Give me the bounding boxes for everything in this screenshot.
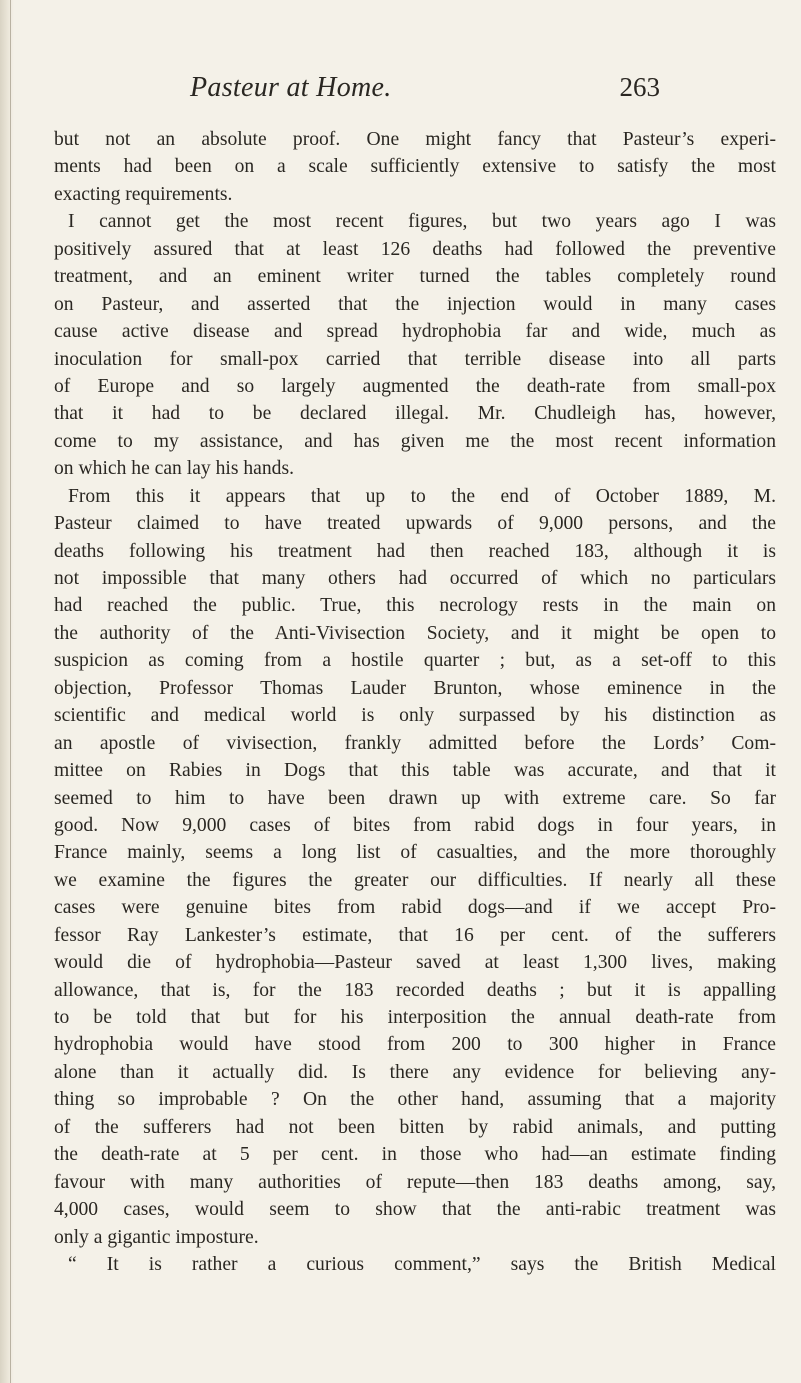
text-line: good. Now 9,000 cases of bites from rabid dogs in four years, in bbox=[54, 814, 776, 836]
binding-edge bbox=[0, 0, 14, 1383]
page-header bbox=[190, 72, 660, 120]
text-line: hydrophobia would have stood from 200 to 300 higher in France bbox=[54, 1034, 776, 1056]
text-line: inoculation for small-pox carried that terrible disease into all parts bbox=[54, 348, 776, 370]
text-line: Pasteur claimed to have treated upwards of 9,000 persons, and the bbox=[54, 513, 776, 535]
text-line: I cannot get the most recent figures, but two years ago I was bbox=[68, 211, 776, 233]
text-line: treatment, and an eminent writer turned the tables completely round bbox=[54, 266, 776, 288]
running-title: Pasteur at Home. bbox=[190, 72, 392, 103]
text-line: an apostle of vivisection, frankly admitted before the Lords’ Com- bbox=[54, 732, 776, 754]
text-line: fessor Ray Lankester’s estimate, that 16 per cent. of the sufferers bbox=[54, 924, 776, 946]
text-line: only a gigantic imposture. bbox=[54, 1226, 259, 1248]
page-number: 263 bbox=[619, 72, 660, 102]
text-line: on which he can lay his hands. bbox=[54, 458, 294, 480]
text-line: mittee on Rabies in Dogs that this table was accurate, and that it bbox=[54, 760, 776, 782]
text-line: the authority of the Anti-Vivisection Society, and it might be open to bbox=[54, 622, 776, 644]
text-line: cause active disease and spread hydrophobia far and wide, much as bbox=[54, 321, 776, 343]
binding-shadow-line bbox=[10, 0, 11, 1383]
text-line: thing so improbable ? On the other hand, assuming that a majority bbox=[54, 1089, 776, 1111]
text-line: exacting requirements. bbox=[54, 183, 233, 205]
text-line: From this it appears that up to the end of October 1889, M. bbox=[68, 485, 776, 507]
text-line: objection, Professor Thomas Lauder Brunton, whose eminence in the bbox=[54, 677, 776, 699]
text-line: allowance, that is, for the 183 recorded deaths ; but it is appalling bbox=[54, 979, 776, 1001]
text-line: we examine the figures the greater our difficulties. If nearly all these bbox=[54, 869, 776, 891]
text-line: deaths following his treatment had then reached 183, although it is bbox=[54, 540, 776, 562]
text-line: but not an absolute proof. One might fancy that Pasteur’s experi- bbox=[54, 129, 776, 150]
body-text bbox=[54, 126, 776, 1278]
text-line: to be told that but for his interposition the annual death-rate from bbox=[54, 1007, 776, 1028]
text-line: ments had been on a scale sufficiently extensive to satisfy the most bbox=[54, 156, 776, 178]
text-line: 4,000 cases, would seem to show that the anti-rabic treatment was bbox=[54, 1199, 776, 1221]
text-line: of the sufferers had not been bitten by rabid animals, and putting bbox=[54, 1116, 776, 1138]
text-line: seemed to him to have been drawn up with extreme care. So far bbox=[54, 787, 776, 809]
text-line: on Pasteur, and asserted that the injection would in many cases bbox=[54, 293, 776, 315]
text-line: the death-rate at 5 per cent. in those who had—an estimate finding bbox=[54, 1144, 776, 1166]
text-line: “ It is rather a curious comment,” says the British Medical bbox=[68, 1253, 776, 1275]
text-line: positively assured that at least 126 deaths had followed the preventive bbox=[54, 238, 776, 260]
text-line: cases were genuine bites from rabid dogs—and if we accept Pro- bbox=[54, 897, 776, 919]
text-line: that it had to be declared illegal. Mr. Chudleigh has, however, bbox=[54, 403, 776, 425]
text-line: had reached the public. True, this necrology rests in the main on bbox=[54, 595, 776, 617]
text-line: France mainly, seems a long list of casualties, and the more thoroughly bbox=[54, 842, 776, 864]
text-line: of Europe and so largely augmented the death-rate from small-pox bbox=[54, 375, 776, 397]
text-line: would die of hydrophobia—Pasteur saved at least 1,300 lives, making bbox=[54, 952, 776, 974]
text-line: scientific and medical world is only surpassed by his distinction as bbox=[54, 705, 776, 727]
text-line: come to my assistance, and has given me the most recent information bbox=[54, 430, 776, 452]
text-line: alone than it actually did. Is there any evidence for believing any- bbox=[54, 1061, 776, 1083]
text-line: favour with many authorities of repute—then 183 deaths among, say, bbox=[54, 1171, 776, 1193]
text-line: suspicion as coming from a hostile quarter ; but, as a set-off to this bbox=[54, 650, 776, 672]
text-line: not impossible that many others had occurred of which no particulars bbox=[54, 568, 776, 589]
